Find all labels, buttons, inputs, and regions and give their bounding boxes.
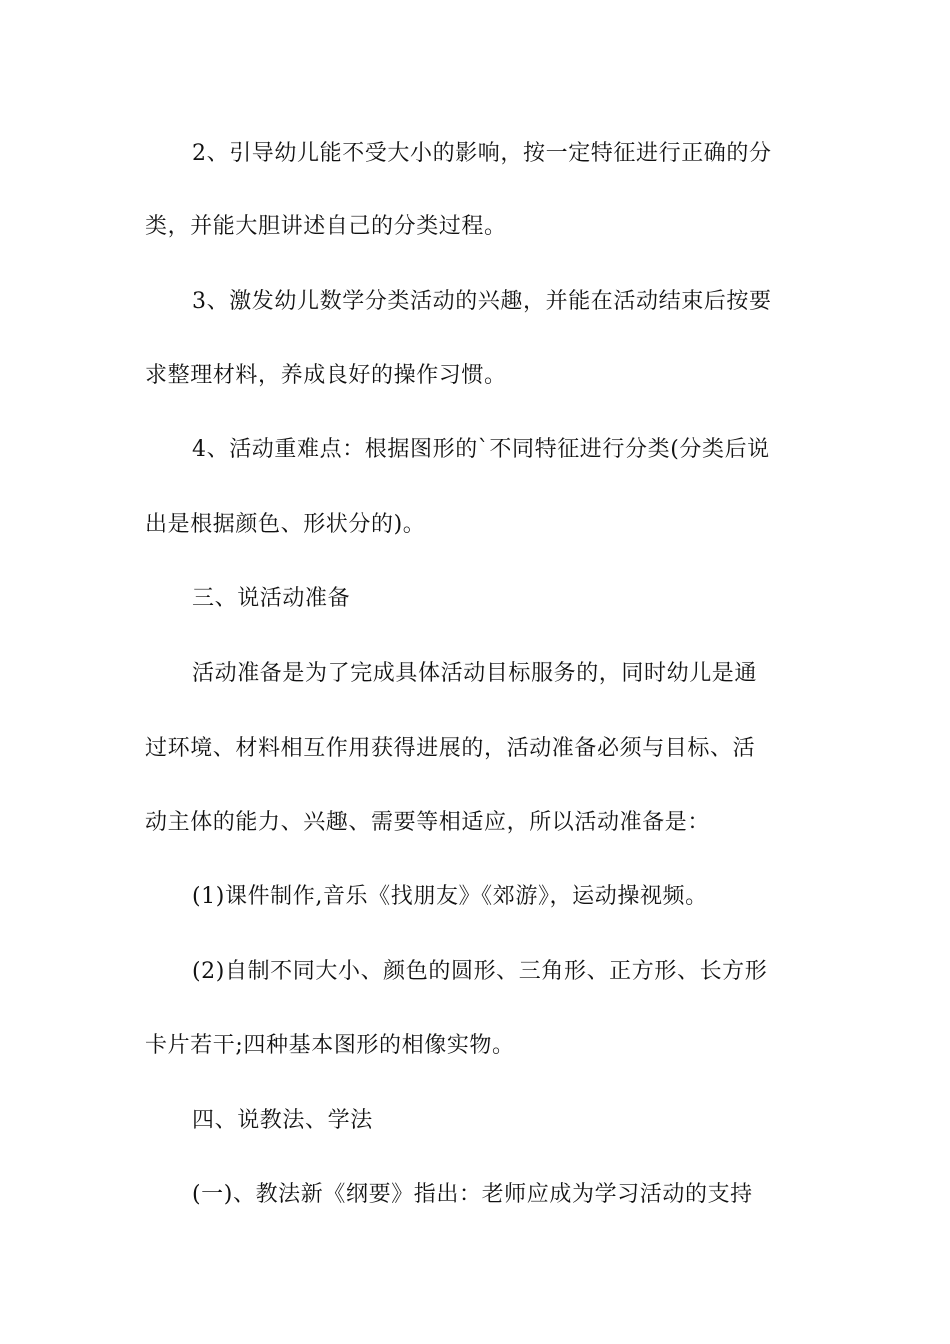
paragraph-line: 求整理材料，养成良好的操作习惯。: [145, 363, 507, 388]
paragraph-line: 活动准备是为了完成具体活动目标服务的，同时幼儿是通: [192, 661, 758, 686]
paragraph-line: 动主体的能力、兴趣、需要等相适应，所以活动准备是：: [145, 810, 711, 835]
list-item: (1)课件制作,音乐《找朋友》《郊游》，运动操视频。: [192, 884, 708, 909]
paragraph-line: 卡片若干;四种基本图形的相像实物。: [145, 1033, 515, 1058]
section-heading: 三、说活动准备: [192, 586, 351, 611]
section-heading: 四、说教法、学法: [192, 1108, 373, 1133]
paragraph-line: 类，并能大胆讲述自己的分类过程。: [145, 214, 507, 239]
paragraph-line: 出是根据颜色、形状分的)。: [145, 512, 426, 537]
paragraph-line: 过环境、材料相互作用获得进展的，活动准备必须与目标、活: [145, 736, 756, 761]
paragraph-line: 2、引导幼儿能不受大小的影响，按一定特征进行正确的分: [192, 141, 772, 166]
paragraph-line: 3、激发幼儿数学分类活动的兴趣，并能在活动结束后按要: [192, 289, 772, 314]
paragraph-line: (一)、教法新《纲要》指出：老师应成为学习活动的支持: [192, 1182, 753, 1207]
paragraph-line: 4、活动重难点：根据图形的`不同特征进行分类(分类后说: [192, 437, 770, 462]
list-item: (2)自制不同大小、颜色的圆形、三角形、正方形、长方形: [192, 959, 768, 984]
